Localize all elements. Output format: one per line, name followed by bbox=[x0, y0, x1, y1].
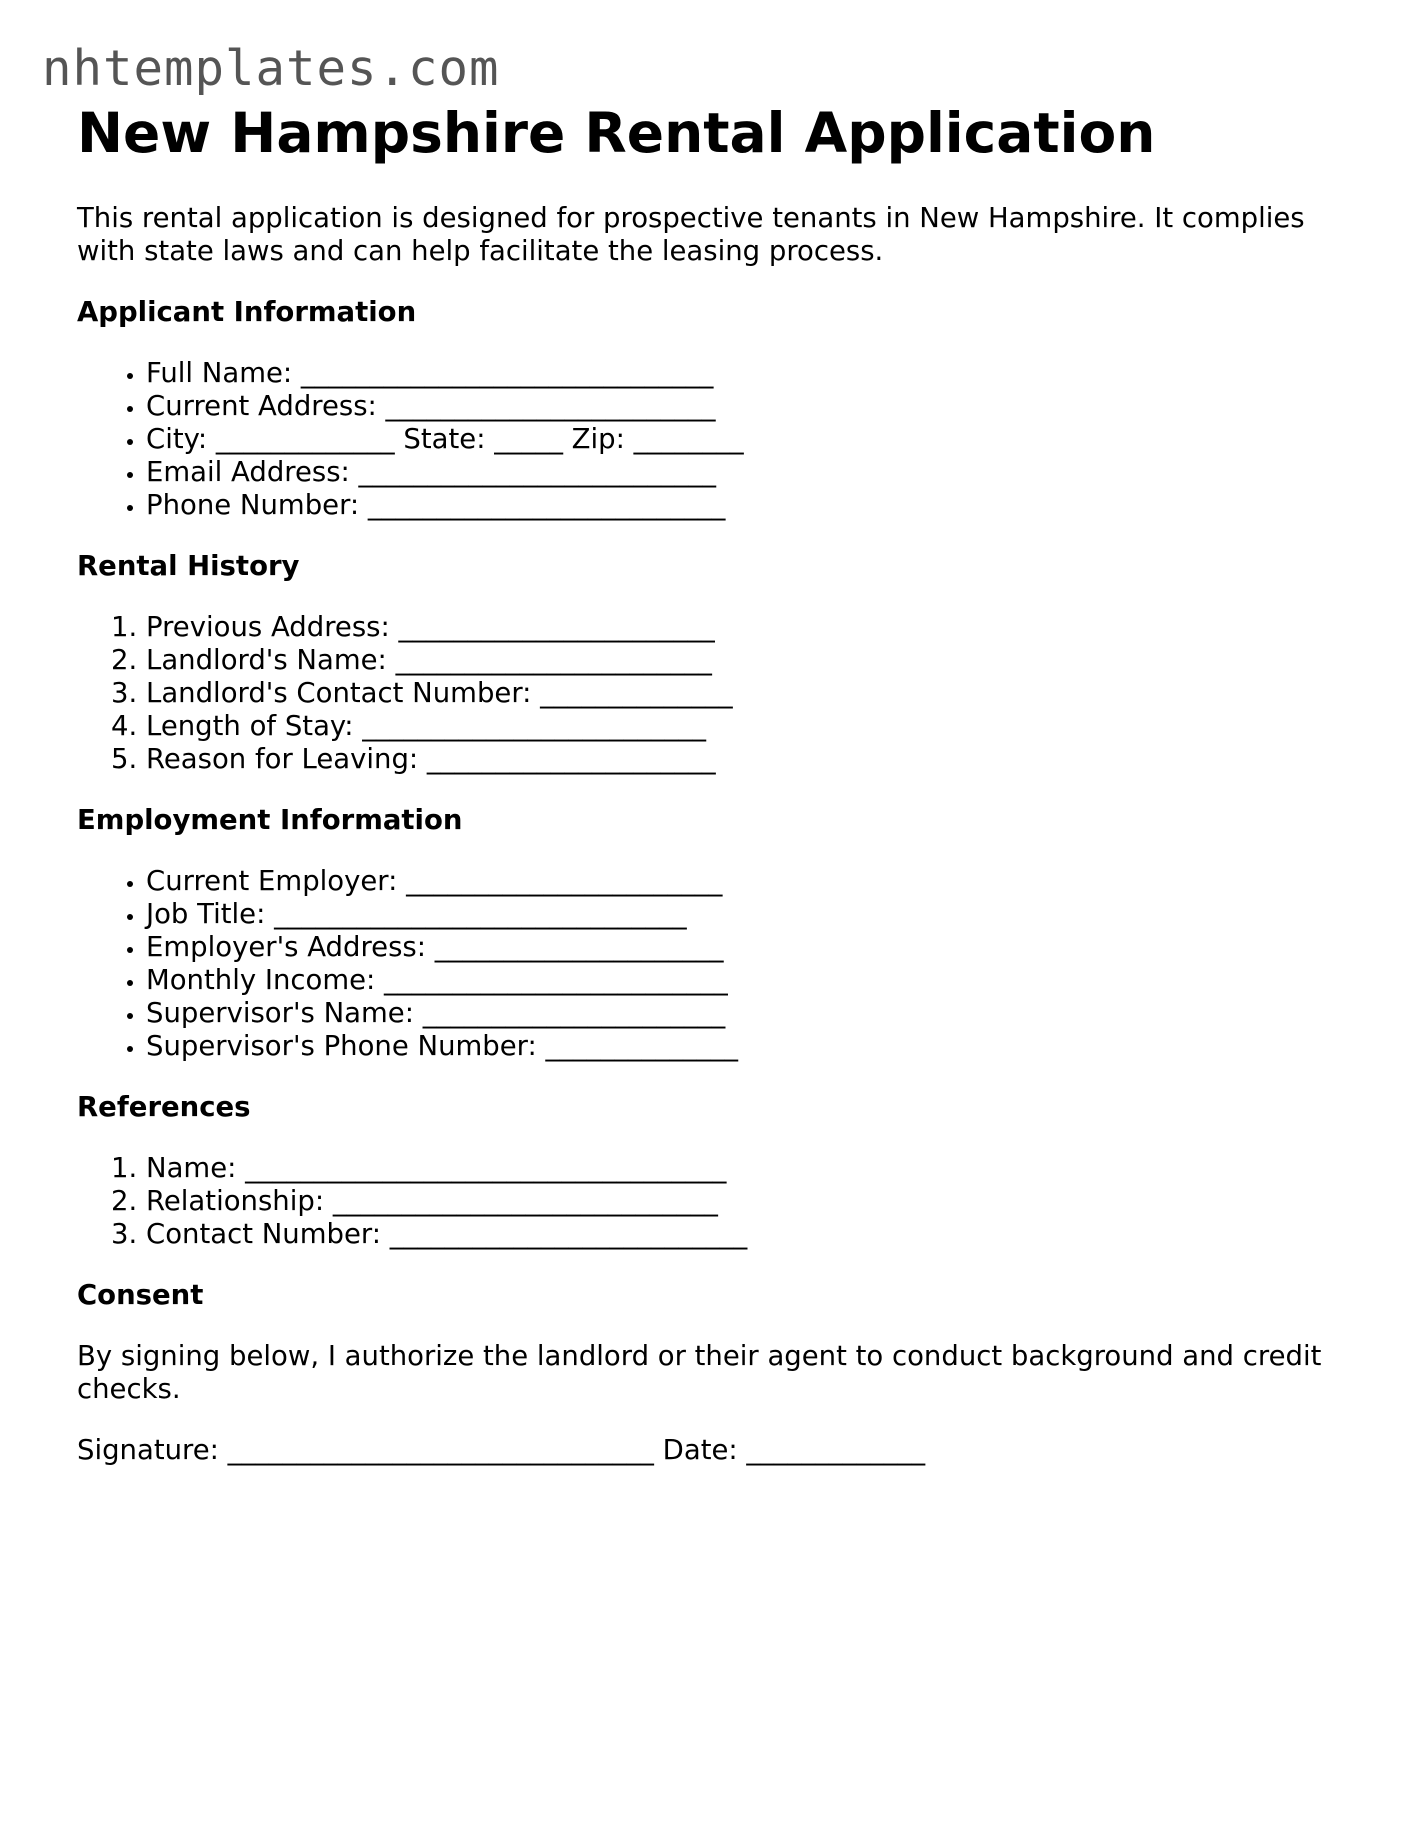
landlord-contact-field[interactable]: 3. Landlord's Contact Number: ______________ bbox=[146, 677, 1337, 710]
reference-name-field[interactable]: 1. Name: ___________________________________ bbox=[146, 1152, 1337, 1185]
document-page bbox=[77, 98, 1337, 1467]
supervisor-name-field[interactable]: • Supervisor's Name: ______________________ bbox=[146, 997, 1337, 1030]
applicant-city-state-zip-field[interactable]: • City: _____________ State: _____ Zip: ________ bbox=[146, 423, 1337, 456]
references-list bbox=[77, 1152, 1337, 1251]
watermark: nhtemplates.com bbox=[42, 40, 500, 97]
applicant-phone-field[interactable]: • Phone Number: __________________________ bbox=[146, 489, 1337, 522]
reference-relationship-field[interactable]: 2. Relationship: ____________________________ bbox=[146, 1185, 1337, 1218]
supervisor-phone-field[interactable]: • Supervisor's Phone Number: ______________ bbox=[146, 1030, 1337, 1063]
reference-contact-field[interactable]: 3. Contact Number: __________________________ bbox=[146, 1218, 1337, 1251]
previous-address-field[interactable]: 1. Previous Address: _______________________ bbox=[146, 611, 1337, 644]
rental-history-heading: Rental History bbox=[77, 550, 300, 582]
length-of-stay-field[interactable]: 4. Length of Stay: _________________________ bbox=[146, 710, 1337, 743]
reason-for-leaving-field[interactable]: 5. Reason for Leaving: _____________________ bbox=[146, 743, 1337, 776]
employment-list bbox=[77, 865, 1337, 1063]
intro-paragraph: This rental application is designed for prospective tenants in New Hampshire. It complies with state laws and can help facilitate the leasing process. bbox=[77, 202, 1305, 267]
monthly-income-field[interactable]: • Monthly Income: _________________________ bbox=[146, 964, 1337, 997]
references-heading: References bbox=[77, 1091, 251, 1123]
applicant-current-address-field[interactable]: • Current Address: ________________________ bbox=[146, 390, 1337, 423]
applicant-list bbox=[77, 357, 1337, 522]
employer-address-field[interactable]: • Employer's Address: _____________________ bbox=[146, 931, 1337, 964]
signature-date-line[interactable]: Signature: _______________________________ Date: _____________ bbox=[77, 1434, 926, 1466]
rental-history-list bbox=[77, 611, 1337, 776]
current-employer-field[interactable]: • Current Employer: _______________________ bbox=[146, 865, 1337, 898]
landlord-name-field[interactable]: 2. Landlord's Name: _______________________ bbox=[146, 644, 1337, 677]
applicant-heading: Applicant Information bbox=[77, 296, 417, 328]
applicant-full-name-field[interactable]: • Full Name: ______________________________ bbox=[146, 357, 1337, 390]
employment-heading: Employment Information bbox=[77, 804, 463, 836]
job-title-field[interactable]: • Job Title: ______________________________ bbox=[146, 898, 1337, 931]
consent-heading: Consent bbox=[77, 1279, 204, 1311]
applicant-email-field[interactable]: • Email Address: __________________________ bbox=[146, 456, 1337, 489]
page-title: New Hampshire Rental Application bbox=[77, 101, 1156, 165]
consent-paragraph: By signing below, I authorize the landlord or their agent to conduct background and credit checks. bbox=[77, 1340, 1322, 1405]
